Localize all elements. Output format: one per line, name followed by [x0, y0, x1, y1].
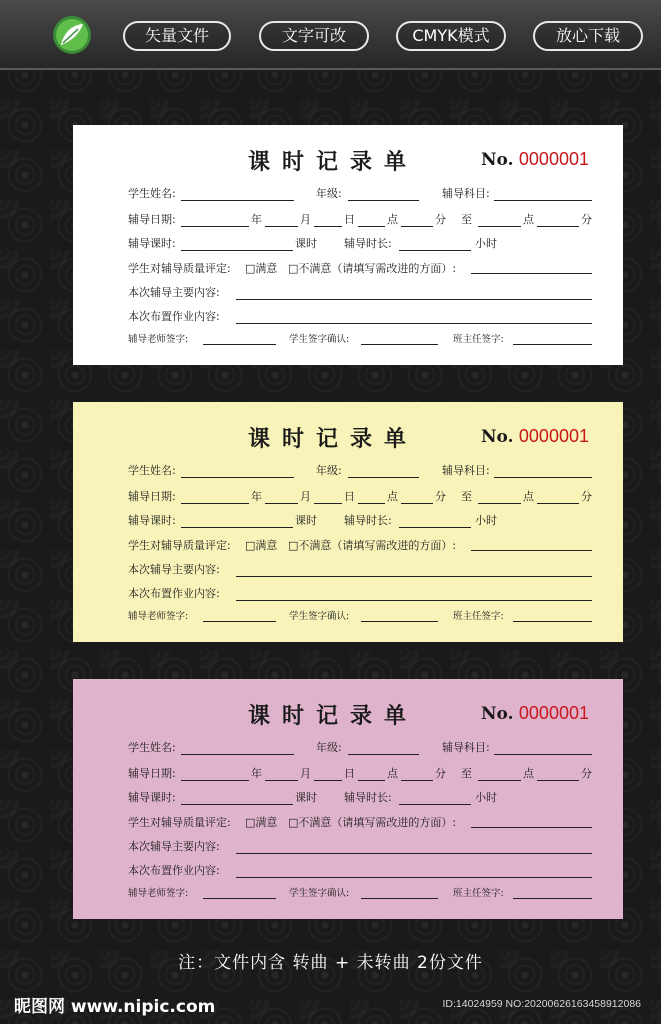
unsatisfied-option: □不满意（请填写需改进的方面）: — [288, 816, 457, 829]
form-number — [481, 426, 589, 447]
end-minute-label: 分 — [581, 767, 592, 780]
editable-text-button[interactable]: 文字可改 — [259, 21, 369, 51]
to-label: 至 — [461, 213, 472, 226]
lesson-hours-label: 辅导课时: — [128, 791, 176, 804]
number-label: No. — [481, 150, 514, 170]
month-label: 月 — [300, 767, 311, 780]
student-sign-label: 学生签字确认: — [289, 888, 350, 899]
hour-line — [358, 503, 385, 504]
lesson-unit-label: 课时 — [295, 514, 317, 527]
year-line — [181, 780, 249, 781]
student-name-line — [181, 754, 294, 755]
date-label: 辅导日期: — [128, 767, 176, 780]
end-hour-label: 点 — [523, 767, 534, 780]
number-label: No. — [481, 427, 514, 447]
to-label: 至 — [461, 490, 472, 503]
teacher-sign-label: 辅导老师签字: — [128, 611, 189, 622]
duration-unit-label: 小时 — [475, 237, 497, 250]
homework-label: 本次布置作业内容: — [128, 310, 220, 323]
minute-line — [401, 780, 433, 781]
duration-label: 辅导时长: — [344, 791, 392, 804]
month-line — [265, 503, 298, 504]
month-label: 月 — [300, 213, 311, 226]
day-label: 日 — [344, 767, 355, 780]
to-label: 至 — [461, 767, 472, 780]
teacher-sign-label: 辅导老师签字: — [128, 888, 189, 899]
end-minute-label: 分 — [581, 490, 592, 503]
number-value: 0000001 — [518, 703, 589, 723]
end-hour-label: 点 — [523, 213, 534, 226]
grade-line — [348, 200, 419, 201]
unsatisfied-option: □不满意（请填写需改进的方面）: — [288, 262, 457, 275]
satisfied-option: □满意 — [245, 816, 278, 829]
minute-line — [401, 503, 433, 504]
subject-line — [494, 754, 592, 755]
hour-line — [358, 226, 385, 227]
student-name-line — [181, 477, 294, 478]
end-hour-label: 点 — [523, 490, 534, 503]
content-line — [236, 299, 592, 300]
year-label: 年 — [251, 490, 262, 503]
duration-line — [399, 804, 471, 805]
homework-label: 本次布置作业内容: — [128, 587, 220, 600]
date-label: 辅导日期: — [128, 213, 176, 226]
student-name-label: 学生姓名: — [128, 464, 176, 477]
end-hour-line — [478, 503, 521, 504]
satisfied-option: □满意 — [245, 262, 278, 275]
duration-line — [399, 250, 471, 251]
head-teacher-sign-label: 班主任签字: — [453, 611, 504, 622]
footer-note: 注：文件内含 转曲 + 未转曲 2份文件 — [178, 953, 483, 973]
form-title: 课时记录单 — [247, 426, 418, 452]
satisfied-option: □满意 — [245, 539, 278, 552]
homework-line — [236, 600, 592, 601]
form-title: 课时记录单 — [247, 703, 418, 729]
teacher-sign-line — [203, 621, 276, 622]
minute-label: 分 — [435, 213, 446, 226]
download-button[interactable]: 放心下载 — [533, 21, 643, 51]
year-line — [181, 503, 249, 504]
student-sign-label: 学生签字确认: — [289, 611, 350, 622]
homework-line — [236, 323, 592, 324]
top-bar — [0, 0, 661, 70]
teacher-sign-line — [203, 344, 276, 345]
day-line — [314, 226, 342, 227]
number-value: 0000001 — [518, 149, 589, 169]
content-label: 本次辅导主要内容: — [128, 286, 220, 299]
duration-label: 辅导时长: — [344, 237, 392, 250]
vector-file-button[interactable]: 矢量文件 — [123, 21, 231, 51]
student-sign-line — [361, 344, 438, 345]
lesson-hours-line — [181, 527, 293, 528]
year-label: 年 — [251, 767, 262, 780]
lesson-hours-line — [181, 804, 293, 805]
end-hour-line — [478, 226, 521, 227]
subject-line — [494, 477, 592, 478]
evaluation-label: 学生对辅导质量评定: — [128, 816, 231, 829]
minute-line — [401, 226, 433, 227]
year-label: 年 — [251, 213, 262, 226]
lesson-hours-label: 辅导课时: — [128, 514, 176, 527]
student-name-label: 学生姓名: — [128, 741, 176, 754]
hour-label: 点 — [387, 490, 398, 503]
duration-label: 辅导时长: — [344, 514, 392, 527]
cmyk-mode-button[interactable]: CMYK模式 — [396, 21, 506, 51]
subject-label: 辅导科目: — [442, 187, 490, 200]
day-line — [314, 780, 342, 781]
day-line — [314, 503, 342, 504]
head-teacher-sign-line — [513, 344, 592, 345]
minute-label: 分 — [435, 767, 446, 780]
duration-unit-label: 小时 — [475, 791, 497, 804]
end-minute-line — [537, 503, 579, 504]
form-number — [481, 703, 589, 724]
subject-line — [494, 200, 592, 201]
date-label: 辅导日期: — [128, 490, 176, 503]
form-copy-yellow — [73, 402, 623, 642]
month-line — [265, 780, 298, 781]
teacher-sign-label: 辅导老师签字: — [128, 334, 189, 345]
unsatisfied-option: □不满意（请填写需改进的方面）: — [288, 539, 457, 552]
teacher-sign-line — [203, 898, 276, 899]
student-name-label: 学生姓名: — [128, 187, 176, 200]
end-hour-line — [478, 780, 521, 781]
hour-line — [358, 780, 385, 781]
subject-label: 辅导科目: — [442, 464, 490, 477]
duration-line — [399, 527, 471, 528]
minute-label: 分 — [435, 490, 446, 503]
lesson-unit-label: 课时 — [295, 791, 317, 804]
grade-line — [348, 477, 419, 478]
number-label: No. — [481, 704, 514, 724]
student-name-line — [181, 200, 294, 201]
grade-label: 年级: — [316, 187, 342, 200]
grade-label: 年级: — [316, 741, 342, 754]
form-title: 课时记录单 — [247, 149, 418, 175]
number-value: 0000001 — [518, 426, 589, 446]
evaluation-label: 学生对辅导质量评定: — [128, 539, 231, 552]
form-number — [481, 149, 589, 170]
end-minute-line — [537, 780, 579, 781]
head-teacher-sign-label: 班主任签字: — [453, 334, 504, 345]
hour-label: 点 — [387, 767, 398, 780]
lesson-hours-label: 辅导课时: — [128, 237, 176, 250]
end-minute-line — [537, 226, 579, 227]
content-label: 本次辅导主要内容: — [128, 840, 220, 853]
content-label: 本次辅导主要内容: — [128, 563, 220, 576]
day-label: 日 — [344, 490, 355, 503]
content-line — [236, 576, 592, 577]
evaluation-line — [471, 273, 592, 274]
head-teacher-sign-line — [513, 898, 592, 899]
lesson-hours-line — [181, 250, 293, 251]
end-minute-label: 分 — [581, 213, 592, 226]
leaf-logo-icon — [52, 15, 92, 55]
month-label: 月 — [300, 490, 311, 503]
subject-label: 辅导科目: — [442, 741, 490, 754]
form-copy-white — [73, 125, 623, 365]
grade-line — [348, 754, 419, 755]
evaluation-label: 学生对辅导质量评定: — [128, 262, 231, 275]
image-id: ID:14024959 NO:20200626163458912086 — [442, 998, 641, 1010]
content-line — [236, 853, 592, 854]
brand-watermark: 昵图网 www.nipic.com — [14, 997, 216, 1017]
student-sign-line — [361, 898, 438, 899]
lesson-unit-label: 课时 — [295, 237, 317, 250]
day-label: 日 — [344, 213, 355, 226]
head-teacher-sign-line — [513, 621, 592, 622]
form-copy-pink — [73, 679, 623, 919]
evaluation-line — [471, 550, 592, 551]
year-line — [181, 226, 249, 227]
grade-label: 年级: — [316, 464, 342, 477]
evaluation-line — [471, 827, 592, 828]
month-line — [265, 226, 298, 227]
hour-label: 点 — [387, 213, 398, 226]
head-teacher-sign-label: 班主任签字: — [453, 888, 504, 899]
homework-label: 本次布置作业内容: — [128, 864, 220, 877]
homework-line — [236, 877, 592, 878]
student-sign-line — [361, 621, 438, 622]
duration-unit-label: 小时 — [475, 514, 497, 527]
student-sign-label: 学生签字确认: — [289, 334, 350, 345]
